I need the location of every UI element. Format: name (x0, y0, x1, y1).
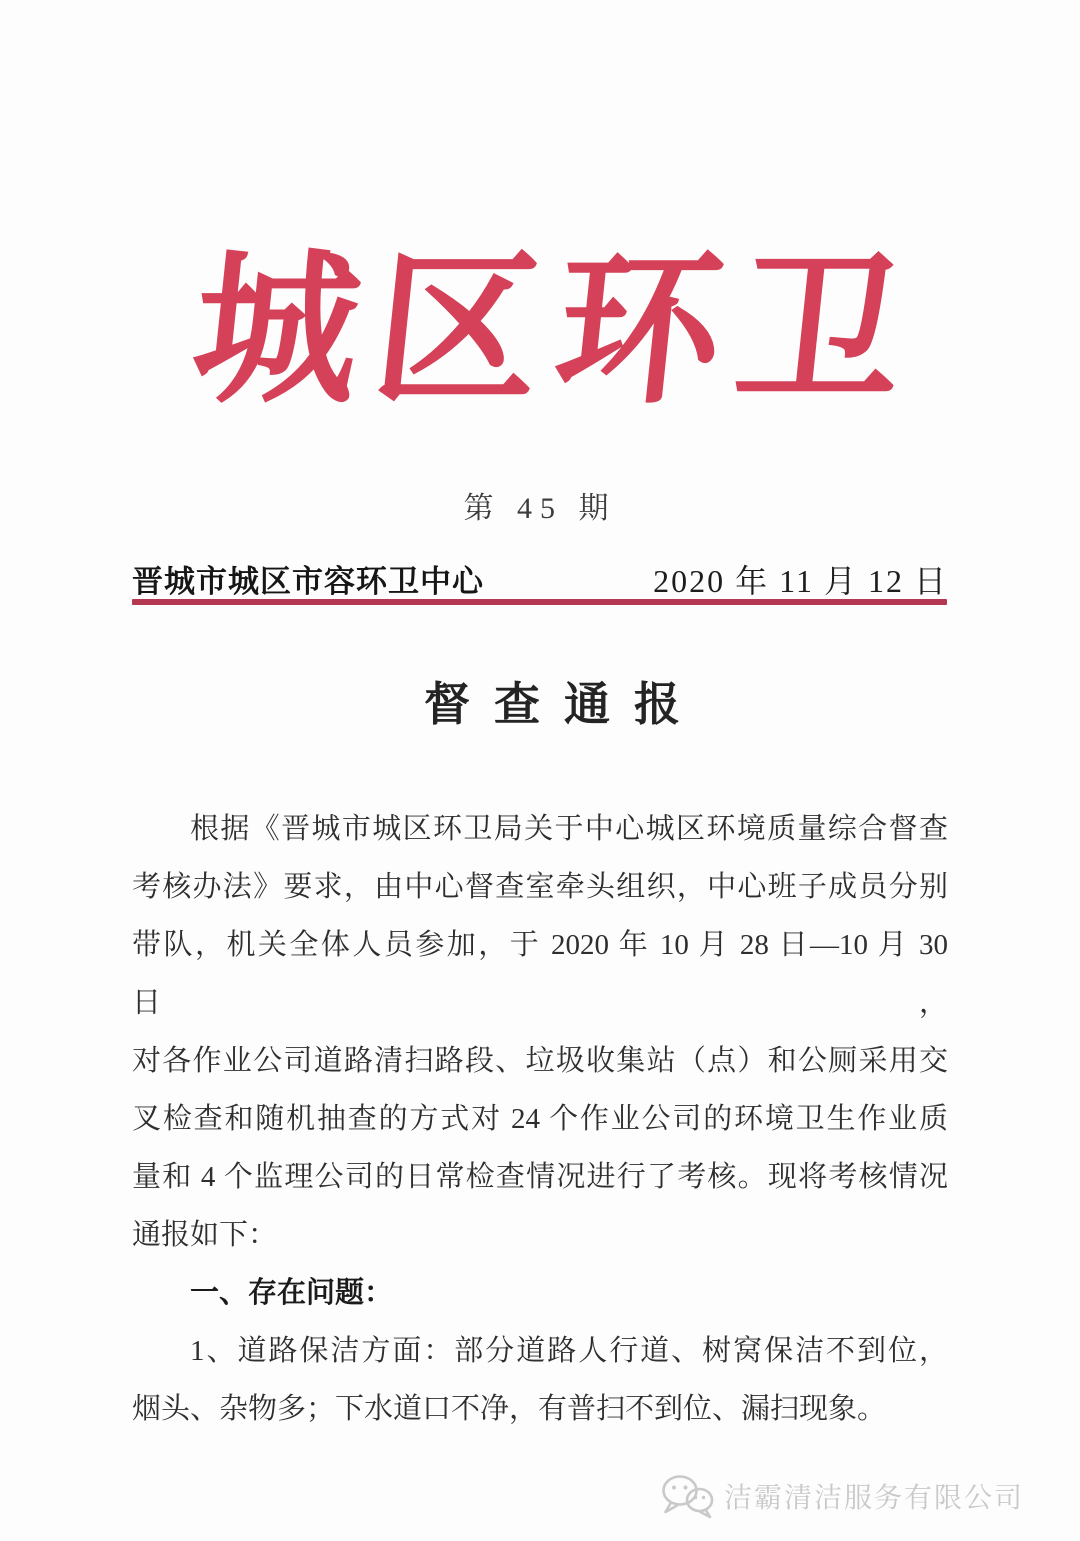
body-line: 烟头、杂物多；下水道口不净，有普扫不到位、漏扫现象。 (132, 1393, 887, 1425)
red-divider-line (132, 599, 947, 605)
watermark-text: 洁霸清洁服务有限公司 (723, 1483, 1024, 1514)
issue-number: 第 45 期 (463, 492, 617, 525)
document-body (132, 800, 948, 1438)
body-line: 带队，机关全体人员参加，于 2020 年 10 月 28 日—10 月 30 日， (132, 929, 948, 1019)
issuing-organization: 晋城市城区市容环卫中心 (132, 564, 484, 599)
issue-date: 2020 年 11 月 12 日 (653, 563, 948, 599)
body-line: 量和 4 个监理公司的日常检查情况进行了考核。现将考核情况 (132, 1161, 948, 1193)
body-line: 叉检查和随机抽查的方式对 24 个作业公司的环境卫生作业质 (132, 1103, 948, 1135)
body-line: 根据《晋城市城区环卫局关于中心城区环境质量综合督查 (190, 813, 948, 845)
masthead-title: 城区环卫 (184, 240, 928, 423)
watermark (660, 1473, 1024, 1519)
document-title: 督查通报 (424, 679, 704, 730)
body-line: 考核办法》要求，由中心督查室牵头组织，中心班子成员分别 (132, 871, 948, 903)
body-line: 通报如下： (132, 1219, 278, 1251)
body-line: 一、存在问题： (190, 1277, 394, 1309)
wechat-icon (660, 1473, 714, 1519)
header-row (132, 556, 948, 602)
body-line: 对各作业公司道路清扫路段、垃圾收集站（点）和公厕采用交 (132, 1045, 948, 1077)
body-line: 1、道路保洁方面：部分道路人行道、树窝保洁不到位， (190, 1335, 948, 1367)
